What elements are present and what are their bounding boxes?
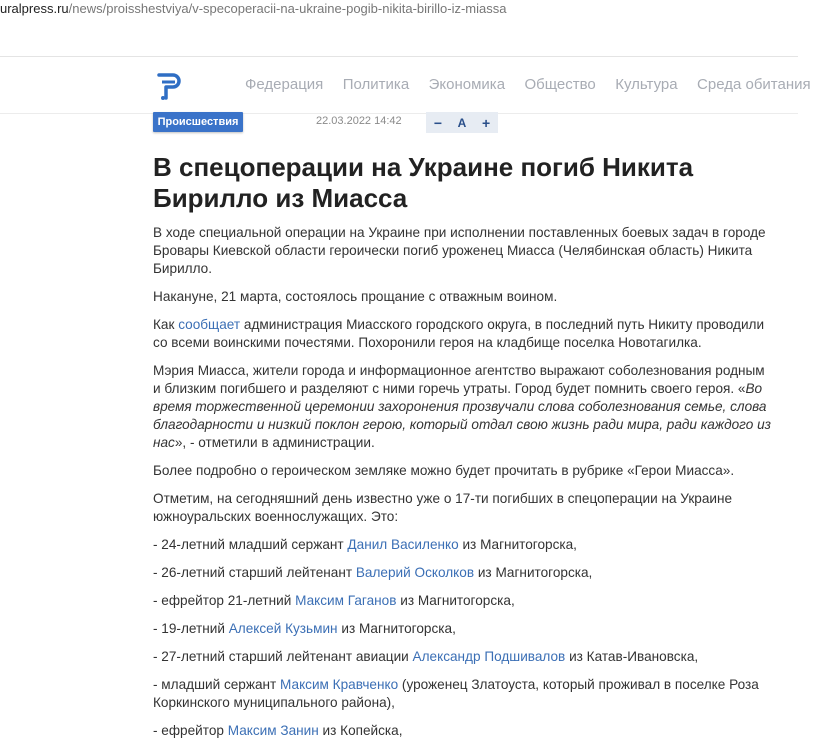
- url-path: /news/proisshestviya/v-specoperacii-na-ukraine-pogib-nikita-birillo-iz-miassa: [68, 1, 507, 16]
- list-item-text-rest: (уроженец Златоуста, который проживал в поселке Роза Коркинского муниципального района),: [153, 677, 759, 710]
- list-item-text: - ефрейтор 21-летний: [153, 593, 296, 608]
- list-item: [153, 648, 773, 666]
- site-logo-icon[interactable]: [155, 71, 181, 101]
- paragraph-3-text: Как: [153, 317, 179, 332]
- paragraph-6: Отметим, на сегодняшний день известно уже о 17-ти погибших в спецоперации на Украине южноуральских военнослужащих. Это:: [153, 491, 733, 524]
- person-link[interactable]: Валерий Осколков: [355, 565, 475, 580]
- quote: Во время торжественной церемонии захоронения прозвучали слова соболезнования семье, слова благодарности и низкий поклон герою, который отдал свою жизнь ради мира, ради каждого из нас: [153, 381, 771, 450]
- person-link[interactable]: Алексей Кузьмин: [228, 621, 338, 636]
- url-host: uralpress.ru: [0, 1, 69, 16]
- nav-item-environment[interactable]: Среда обитания: [697, 76, 811, 93]
- font-decrease-button[interactable]: −: [433, 114, 442, 131]
- article-meta: [153, 112, 753, 134]
- article-title: В спецоперации на Украине погиб Никита Бирилло из Миасса: [153, 152, 694, 213]
- list-item-text: - ефрейтор: [153, 723, 228, 738]
- paragraph-1: В ходе специальной операции на Украине при исполнении поставленных боевых задач в городе Бровары Киевской области героически погиб уроженец Миасса (Челябинская область) Никита Бирилло.: [153, 225, 766, 276]
- list-item-text: - 26-летний старший лейтенант: [153, 565, 356, 580]
- paragraph-4-text: Мэрия Миасса, жители города и информационное агентство выражают соболезнования родным и близким погибшего и разделяют с ними горечь утраты. Город будет помнить своего героя. «: [153, 363, 765, 396]
- list-item-text-rest: из Магнитогорска,: [396, 593, 515, 608]
- person-link[interactable]: Максим Занин: [227, 723, 319, 738]
- nav-item-culture[interactable]: Культура: [615, 76, 678, 93]
- nav-item-economy[interactable]: Экономика: [428, 76, 506, 93]
- paragraph-3: [153, 316, 773, 352]
- nav-item-federation[interactable]: Федерация: [245, 76, 324, 93]
- list-item: [153, 536, 773, 554]
- paragraph-4: [153, 362, 773, 452]
- list-item-text: - 27-летний старший лейтенант авиации: [153, 649, 413, 664]
- person-link[interactable]: Данил Василенко: [347, 537, 459, 552]
- person-link[interactable]: Александр Подшивалов: [412, 649, 566, 664]
- list-item-text-rest: из Копейска,: [318, 723, 403, 738]
- person-link[interactable]: Максим Кравченко: [280, 677, 399, 692]
- list-item: [153, 592, 773, 610]
- person-link[interactable]: Максим Гаганов: [295, 593, 397, 608]
- paragraph-2: Накануне, 21 марта, состоялось прощание с отважным воином.: [153, 289, 558, 304]
- list-item-text-rest: из Магнитогорска,: [474, 565, 593, 580]
- main-nav: [245, 75, 826, 95]
- list-item: [153, 564, 773, 582]
- category-badge[interactable]: Происшествия: [153, 112, 243, 132]
- list-item-text-rest: из Катав-Ивановска,: [565, 649, 699, 664]
- paragraph-3-text-rest: администрация Миасского городского округа, в последний путь Никиту проводили со всеми воинскими почестями. Похоронили героя на кладбище поселка Новотагилка.: [153, 317, 765, 350]
- paragraph-4-text-rest: », - отметили в администрации.: [174, 435, 375, 450]
- publish-date: 22.03.2022 14:42: [316, 115, 402, 127]
- list-item-text-rest: из Магнитогорска,: [337, 621, 456, 636]
- list-item-text: - 19-летний: [153, 621, 229, 636]
- address-bar[interactable]: [0, 0, 798, 22]
- list-item-text: - 24-летний младший сержант: [153, 537, 348, 552]
- list-item-text-rest: из Магнитогорска,: [458, 537, 577, 552]
- list-item-text: - младший сержант: [153, 677, 281, 692]
- nav-item-society[interactable]: Общество: [524, 76, 596, 93]
- font-reset-button[interactable]: A: [457, 115, 467, 130]
- paragraph-5: Более подробно о героическом земляке можно будет прочитать в рубрике «Герои Миасса».: [153, 463, 735, 478]
- source-link[interactable]: сообщает: [178, 317, 241, 332]
- font-size-control: [426, 112, 498, 133]
- nav-item-politics[interactable]: Политика: [342, 76, 410, 93]
- list-item: [153, 620, 773, 638]
- site-header: [0, 56, 811, 114]
- list-item: [153, 676, 773, 712]
- list-item: [153, 722, 773, 740]
- article: [153, 152, 773, 750]
- font-increase-button[interactable]: +: [481, 114, 491, 131]
